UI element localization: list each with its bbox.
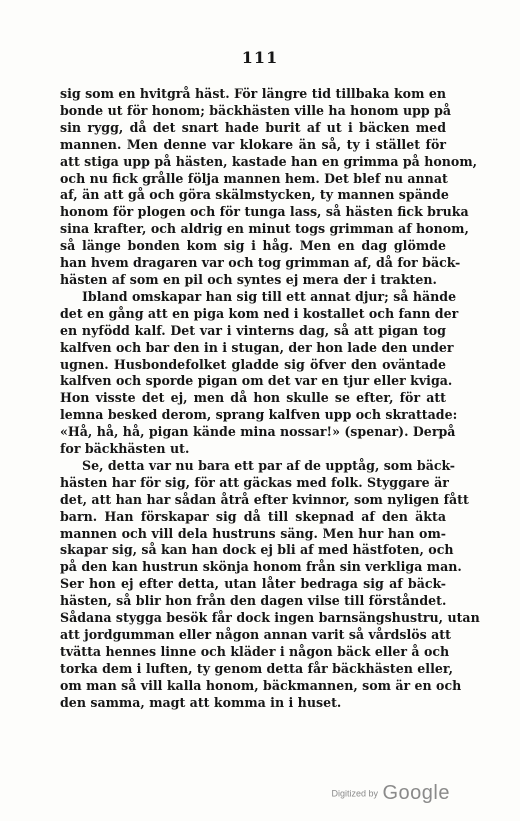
page-number: 111	[241, 48, 279, 67]
text-line: och nu fick grålle följa mannen hem. Det blef nu annat	[60, 170, 448, 186]
text-line: Se, detta var nu bara ett par af de upptåg, som bäck-	[82, 457, 455, 473]
text-line: om man så vill kalla honom, bäckmannen, som är en och	[60, 677, 462, 693]
digitized-by-google-watermark	[332, 782, 450, 805]
text-line: hästen af som en pil och syntes ej mera der i trakten.	[60, 271, 437, 287]
text-line: mannen. Men denne var klokare än så, ty i stället för	[60, 136, 446, 152]
text-line: hästen, så blir hon från den dagen vilse till förståndet.	[60, 593, 447, 609]
text-line: skapar sig, så kan han dock ej bli af med hästfoten, och	[60, 542, 454, 558]
body-text	[60, 86, 480, 712]
paragraph	[60, 457, 480, 712]
text-line: en nyfödd kalf. Det var i vinterns dag, så att pigan tog	[60, 322, 446, 338]
text-line: det en gång att en piga kom ned i kostallet och fann der	[60, 305, 459, 321]
text-line: kalfven och sporde pigan om det var en tjur eller kviga.	[60, 373, 453, 389]
text-line: torka dem i luften, ty genom detta får bäckhästen eller,	[60, 660, 453, 676]
text-line: ugnen. Husbondefolket gladde sig öfver den oväntade	[60, 356, 446, 372]
text-line: kalfven och bar den in i stugan, der hon lade den under	[60, 339, 454, 355]
text-line: att jordgumman eller någon annan varit så vårdslös att	[60, 627, 451, 642]
text-line: sina krafter, och aldrig en minut togs grimman af honom,	[60, 221, 469, 237]
text-line: hästen har för sig, för att gäckas med folk. Styggare är	[60, 474, 449, 490]
google-logo-text: Google	[382, 782, 450, 804]
digitized-by-label: Digitized by	[331, 788, 379, 799]
text-line: for bäckhästen ut.	[60, 441, 190, 457]
text-line: så länge bonden kom sig i håg. Men en dag glömde	[60, 238, 446, 254]
text-line: bonde ut för honom; bäckhästen ville ha honom upp på	[60, 102, 452, 118]
text-line: Hon visste det ej, men då hon skulle se efter, för att	[60, 390, 446, 406]
text-line: Ser hon ej efter detta, utan låter bedraga sig af bäck-	[60, 576, 446, 592]
text-line: af, än att gå och göra skälmstycken, ty mannen spände	[60, 187, 449, 203]
text-line: att stiga upp på hästen, kastade han en grimma på honom,	[60, 153, 478, 169]
text-line: sin rygg, då det snart hade burit af ut i bäcken med	[60, 119, 446, 135]
text-line: den samma, magt att komma in i huset.	[60, 694, 342, 710]
text-line: tvätta hennes linne och kläder i någon bäck eller å och	[60, 643, 450, 659]
text-line: mannen och vill dela hustruns säng. Men hur han om-	[60, 525, 446, 541]
text-line: på den kan hustrun skönja honom från sin verkliga man.	[60, 559, 462, 575]
paragraph	[60, 288, 459, 458]
text-line: han hvem dragaren var och tog grimman af, då for bäck-	[60, 255, 461, 271]
text-line: «Hå, hå, hå, pigan kände mina nossar!» (spenar). Derpå	[60, 424, 456, 440]
text-line: det, att han har sådan åtrå efter kvinnor, som nyligen fått	[60, 491, 469, 507]
text-line: lemna besked derom, sprang kalfven upp och skrattade:	[60, 407, 458, 423]
text-line: sig som en hvitgrå häst. För längre tid tillbaka kom en	[60, 86, 446, 101]
text-line: barn. Han förskapar sig då till skepnad af den äkta	[60, 508, 446, 524]
text-line: Ibland omskapar han sig till ett annat djur; så hände	[82, 288, 457, 304]
text-line: honom för plogen och för tunga lass, så hästen fick bruka	[60, 204, 469, 220]
paragraph	[60, 86, 478, 289]
text-line: Sådana stygga besök får dock ingen barnsängshustru, utan	[60, 610, 480, 626]
